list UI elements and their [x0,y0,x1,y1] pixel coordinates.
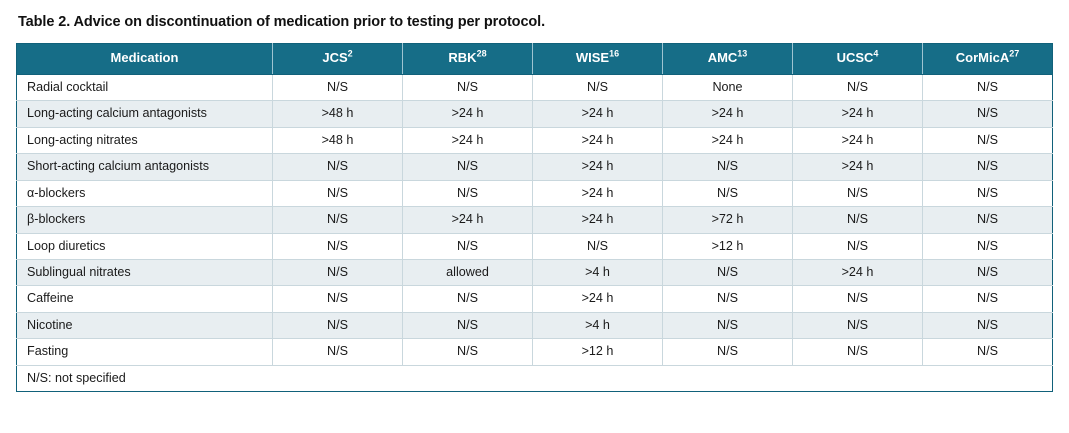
cell-value: >48 h [273,127,403,153]
cell-medication: α-blockers [17,180,273,206]
column-header-ref: 13 [737,49,748,60]
column-header-jcs [273,44,403,74]
cell-value: >24 h [663,127,793,153]
column-header-label: WISE [575,50,610,66]
cell-value: N/S [663,339,793,365]
cell-medication: Sublingual nitrates [17,259,273,285]
cell-value: N/S [923,286,1053,312]
cell-value: None [663,74,793,100]
cell-value: N/S [923,312,1053,338]
cell-value: N/S [403,233,533,259]
table-row [17,259,1053,285]
cell-value: >4 h [533,312,663,338]
table-header [17,44,1053,74]
cell-value: N/S [663,312,793,338]
column-header-ref: 28 [476,49,487,60]
cell-value: >24 h [403,101,533,127]
cell-value: N/S [923,259,1053,285]
cell-medication: Short-acting calcium antagonists [17,154,273,180]
cell-value: N/S [273,207,403,233]
cell-value: >4 h [533,259,663,285]
table-row [17,180,1053,206]
table-footnote: N/S: not specified [17,365,1053,391]
column-header-wise [533,44,663,74]
cell-value: >24 h [533,154,663,180]
table-row [17,286,1053,312]
cell-value: N/S [403,74,533,100]
column-header-label: RBK [448,50,477,66]
column-header-label: CorMicA [955,50,1010,66]
cell-value: >24 h [663,101,793,127]
table-row [17,74,1053,100]
cell-value: N/S [273,339,403,365]
cell-value: N/S [793,312,923,338]
column-header-ucsc [793,44,923,74]
cell-value: N/S [923,127,1053,153]
cell-value: N/S [403,312,533,338]
cell-value: N/S [403,286,533,312]
table-footnote-row [17,365,1053,391]
cell-value: N/S [273,74,403,100]
cell-value: >12 h [533,339,663,365]
cell-value: N/S [923,233,1053,259]
cell-value: >24 h [793,101,923,127]
cell-value: N/S [663,180,793,206]
cell-value: >24 h [533,207,663,233]
table-row [17,127,1053,153]
table-row [17,154,1053,180]
cell-value: N/S [793,180,923,206]
advice-table [16,43,1053,392]
cell-value: allowed [403,259,533,285]
column-header-label: JCS [322,50,348,66]
column-header-cormica [923,44,1053,74]
cell-value: N/S [923,101,1053,127]
cell-value: N/S [793,339,923,365]
cell-value: >24 h [533,127,663,153]
table-row [17,312,1053,338]
cell-value: >24 h [793,259,923,285]
column-header-medication [17,44,273,74]
table-body [17,74,1053,392]
column-header-ref: 4 [873,49,879,60]
table-row [17,207,1053,233]
column-header-ref: 16 [609,49,620,60]
cell-value: N/S [533,233,663,259]
cell-value: N/S [273,180,403,206]
column-header-amc [663,44,793,74]
cell-value: N/S [273,154,403,180]
cell-value: N/S [403,180,533,206]
cell-value: N/S [923,207,1053,233]
cell-value: N/S [273,286,403,312]
cell-value: N/S [793,233,923,259]
cell-value: >24 h [533,286,663,312]
cell-value: >12 h [663,233,793,259]
column-header-ref: 27 [1009,49,1020,60]
column-header-label: Medication [110,50,179,66]
cell-medication: Caffeine [17,286,273,312]
table-caption: Table 2. Advice on discontinuation of medication prior to testing per protocol. [18,14,546,30]
cell-medication: Radial cocktail [17,74,273,100]
cell-value: N/S [273,312,403,338]
cell-medication: Nicotine [17,312,273,338]
cell-value: N/S [273,259,403,285]
cell-value: N/S [923,154,1053,180]
cell-value: N/S [793,74,923,100]
column-header-label: UCSC [836,50,874,66]
cell-value: N/S [793,286,923,312]
cell-value: >24 h [533,180,663,206]
cell-value: N/S [663,154,793,180]
cell-value: N/S [663,286,793,312]
cell-value: N/S [923,180,1053,206]
cell-value: >24 h [403,207,533,233]
cell-value: >24 h [793,127,923,153]
table-row [17,233,1053,259]
cell-value: N/S [403,339,533,365]
table-row [17,101,1053,127]
cell-value: N/S [923,74,1053,100]
cell-value: >24 h [533,101,663,127]
cell-value: N/S [533,74,663,100]
cell-medication: Fasting [17,339,273,365]
cell-medication: β-blockers [17,207,273,233]
table-header-row [17,44,1053,74]
cell-value: N/S [923,339,1053,365]
cell-medication: Long-acting nitrates [17,127,273,153]
column-header-label: AMC [707,50,738,66]
cell-value: N/S [273,233,403,259]
cell-value: >72 h [663,207,793,233]
cell-value: >24 h [793,154,923,180]
cell-value: N/S [403,154,533,180]
cell-value: >24 h [403,127,533,153]
column-header-ref: 2 [347,49,353,60]
table-row [17,339,1053,365]
cell-medication: Loop diuretics [17,233,273,259]
cell-value: N/S [793,207,923,233]
cell-value: N/S [663,259,793,285]
column-header-rbk [403,44,533,74]
cell-value: >48 h [273,101,403,127]
cell-medication: Long-acting calcium antagonists [17,101,273,127]
